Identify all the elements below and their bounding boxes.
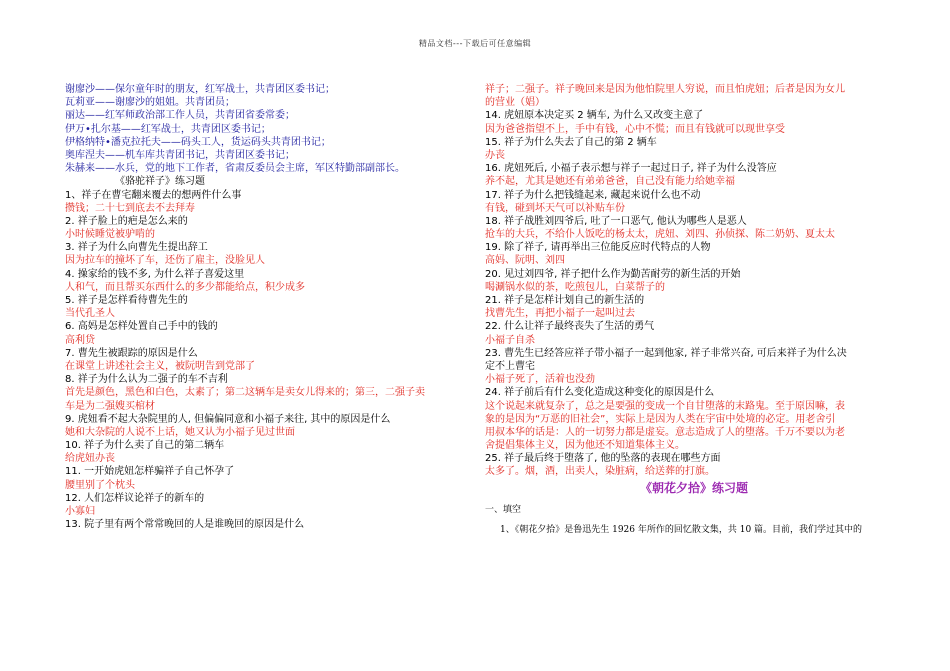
answer-line: 办丧 [485,149,505,161]
answer-line: 首先是颜色，黑色和白色，太素了；第二这辆车是卖女儿得来的；第三，二强子卖 [65,387,425,399]
answer-line: 的营业（娼） [485,97,545,109]
answer-line: 有钱，碰到坏天气可以补贴车份 [485,202,625,214]
question-line: 11. 一开始虎妞怎样骗祥子自己怀孕了 [65,466,235,478]
answer-line: 因为拉车的撞坏了车，还伤了雇主，没脸见人 [65,255,265,267]
answer-line: 给虎妞办丧 [65,453,115,465]
answer-line: 这个说起来就复杂了，总之是要强的变成一个自甘堕落的末路鬼。至于原因嘛，表 [485,400,845,412]
question-line: 23. 曹先生已经答应祥子带小福子一起到他家, 祥子非常兴奋, 可后来祥子为什么决 [485,347,847,359]
character-line: 谢廖沙——保尔童年时的朋友，红军战士，共青团区委书记； [65,84,335,95]
answer-line: 小福子自杀 [485,334,535,346]
question-line: 19. 除了祥子, 请再举出三位能反应时代特点的人物 [485,242,711,254]
right-column [485,83,905,537]
character-line: 奥库涅夫——机车库共青团书记，共青团区委书记； [65,149,295,161]
character-line: 伊万•扎尔基——红军战士，共青团区委书记； [65,123,271,135]
question-line: 20. 见过刘四爷, 祥子把什么作为勤苦耐劳的新生活的开始 [485,268,741,280]
answer-line: 抢车的大兵，不给仆人饭吃的杨太太，虎妞、刘四、孙侦探、陈二奶奶、夏太太 [485,229,835,241]
question-line: 定不上曹宅 [485,360,535,372]
question-line: 8. 祥子为什么认为二强子的车不吉利 [65,374,228,386]
question-line: 15. 祥子为什么失去了自己的第 2 辆车 [485,136,657,148]
answer-line: 在课堂上讲述社会主义，被阮明告到党部了 [65,360,255,372]
section-title: 《朝花夕拾》练习题 [640,480,749,495]
question-line: 24. 祥子前后有什么变化造成这种变化的原因是什么 [485,387,715,399]
answer-line: 腰里别了个枕头 [65,479,135,491]
question-line: 13. 院子里有两个常常晚回的人是谁晚回的原因是什么 [65,519,305,531]
answer-line: 小寡妇 [65,506,95,517]
answer-line: 太多了。烟，酒，出卖人，染脏病，给送葬的打旗。 [485,466,715,478]
question-line: 7. 曹先生被跟踪的原因是什么 [65,347,198,359]
question-line: 5. 祥子是怎样看待曹先生的 [65,295,188,306]
answer-line: 当代孔圣人 [65,308,115,320]
question-line: 2. 祥子脸上的疤是怎么来的 [65,215,188,227]
question-line: 10. 祥子为什么卖了自己的第二辆车 [65,440,225,452]
question-line: 18. 祥子战胜刘四爷后, 吐了一口恶气, 他认为哪些人是恶人 [485,215,747,227]
answer-line: 高妈、阮明、刘四 [485,255,565,267]
answer-line: 养不起，尤其是她还有弟弟爸爸，自己没有能力给她幸福 [485,176,735,188]
left-column [65,83,475,531]
question-line: 1、祥子在曹宅翻来覆去的想两件什么事 [65,189,242,201]
answer-line: 高利贷 [65,334,95,346]
answer-line: 小福子死了，活着也没劲 [485,374,595,386]
question-line: 9. 虎妞看不起大杂院里的人, 但偏偏同意和小福子来往, 其中的原因是什么 [65,413,391,425]
section-heading: 《骆驼祥子》练习题 [115,176,205,188]
fill-question: 1、《朝花夕拾》是鲁迅先生 1926 年所作的回忆散文集，共 10 篇。目前，我们学过其中的 [500,524,863,535]
character-line: 丽达——红军师政治部工作人员，共青团省委常委； [65,110,295,122]
question-line: 3. 祥子为什么向曹先生提出辞工 [65,242,208,254]
question-line: 17. 祥子为什么把钱缝起来, 藏起来说什么也不动 [485,189,701,201]
answer-line: 小时候睡觉被驴啃的 [65,229,155,241]
answer-line: 攒钱；二十七到底去不去拜寿 [65,202,195,214]
answer-line: 因为爸爸指望不上，手中有钱，心中不慌；而且有钱就可以现世享受 [485,123,785,135]
answer-line: 用叔本华的话是：人的一切努力都是虚妄。意志造成了人的堕落。千万不要以为老 [485,426,845,438]
answer-line: 车是为二强嫂买棺材 [65,400,155,412]
question-line: 14. 虎妞原本决定买 2 辆车, 为什么又改变主意了 [485,110,704,122]
question-line: 22. 什么让祥子最终丧失了生活的勇气 [485,321,655,333]
page-header: 精品文档---下载后可任意编辑 [418,39,532,48]
character-line: 朱赫来——水兵，党的地下工作者，省肃反委员会主席，军区特勤部副部长。 [65,163,405,175]
question-line: 6. 高妈是怎样处置自己手中的钱的 [65,321,218,333]
answer-line: 人和气，而且帮买东西什么的多少都能给点，积少成多 [65,281,305,293]
question-line: 12. 人们怎样议论祥子的新车的 [65,492,205,504]
question-line: 4. 操家给的钱不多, 为什么祥子喜爱这里 [65,268,245,280]
answer-line: 象的是因为“万恶的旧社会”，实际上是因为人类在宇宙中处境的必定。用老舍引 [485,413,836,425]
character-line: 伊格纳特•潘克拉托夫——码头工人，货运码头共青团书记； [65,136,331,148]
character-line: 瓦莉亚——谢廖沙的姐姐。共青团员； [65,97,235,109]
fill-heading: 一、填空 [485,504,522,515]
answer-line: 祥子；二强子。祥子晚回来是因为他怕院里人穷说，而且怕虎妞；后者是因为女儿 [485,84,845,95]
question-line: 16. 虎妞死后, 小福子表示想与祥子一起过日子, 祥子为什么没答应 [485,163,777,175]
right-column-lines [485,83,905,479]
question-line: 25. 祥子最后终于堕落了, 他的坠落的表现在哪些方面 [485,453,721,465]
answer-line: 找曹先生，再把小福子一起叫过去 [485,308,635,320]
question-line: 21. 祥子是怎样计划自己的新生活的 [485,295,645,306]
answer-line: 舍提倡集体主义，因为他还不知道集体主义。 [485,440,685,452]
answer-line: 她和大杂院的人说不上话，她又认为小福子见过世面 [65,426,295,438]
answer-line: 喝涮锅水似的茶，吃煎包儿，白菜帮子的 [485,281,665,293]
